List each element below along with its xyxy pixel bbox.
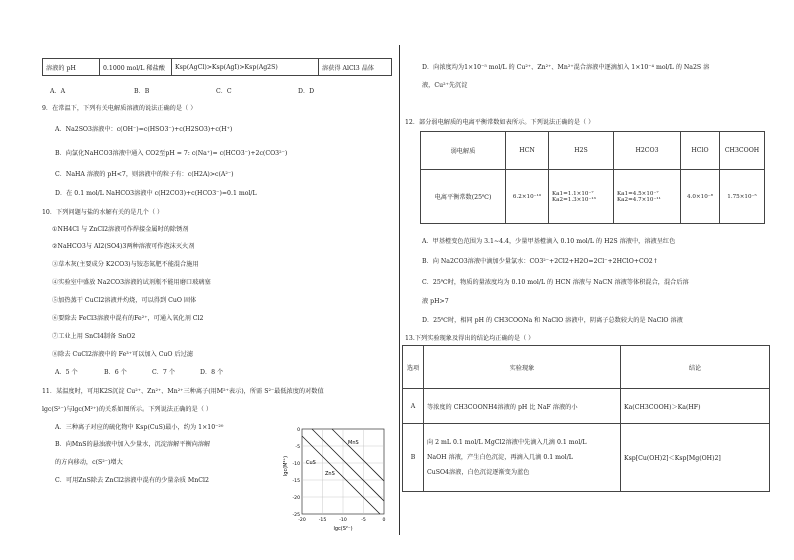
x-axis-label: lgc(S²⁻) [333,526,353,532]
mns-label: MnS [348,440,359,446]
grid [302,429,384,514]
option-b: B．6 个 [104,369,127,376]
option-b: B．B [134,88,150,95]
table-header: HClO [681,132,720,170]
tick-label: -20 [292,496,300,501]
table-cell: 0.1000 mol/L 稀盐酸 [100,59,172,76]
option-b: B．向 Na2CO3溶液中滴加少量氯水：CO3²⁻+2Cl2+H2O=2Cl⁻+2HClO+CO2↑ [422,258,658,265]
list-item: ⑤加热蒸干 CuCl2溶液并灼烧，可以得到 CuO 固体 [52,297,197,304]
option-d: 液，Cu²⁺先沉淀 [422,82,468,89]
option-a: A．Na2SO3溶液中：c(OH⁻)=c(HSO3⁻)+c(H2SO3)+c(H⁺) [55,126,233,133]
column-divider [399,45,400,535]
tick-label: -15 [318,518,327,523]
option-b: 的方向移动，c(S²⁻)增大 [55,459,123,466]
table-header: 弱电解质 [421,132,506,170]
list-item: ⑧除去 CuCl2溶液中的 Fe³⁺可以加入 CuO 后过滤 [52,351,194,358]
option-c: C．NaHA 溶液的 pH<7，则溶液中的粒子有：c(H2A)>c(A²⁻) [55,171,234,178]
ionization-table [420,131,765,224]
question-stem: 12．部分弱电解质的电离平衡常数如表所示。下列说法正确的是（ ） [405,119,595,126]
mns-line [332,429,384,481]
table-cell: Ka1=1.1×10⁻⁷ Ka2=1.3×10⁻¹³ [549,170,614,224]
tick-label: -10 [292,462,300,467]
list-item: ③草木灰(主要成分 K2CO3)与铵态氮肥不能混合施用 [52,261,199,268]
cus-label: CuS [306,460,316,466]
table-header: CH3COOH [720,132,765,170]
table-cell: Ka(CH3COOH)＞Ka(HF) [621,389,770,424]
tick-label: -5 [361,518,366,523]
option-a: A．甲基橙变色范围为 3.1~4.4，少量甲基橙滴入 0.10 mol/L 的 H2S 溶液中，溶液呈红色 [422,238,676,245]
y-ticks [292,427,300,518]
tick-label: -20 [298,518,306,523]
table-cell [424,424,621,492]
list-item: ①NH4Cl 与 ZnCl2溶液可作焊接金属时的除锈剂 [52,226,189,233]
option-b: B．向MnS的悬浊液中加入少量水，沉淀溶解平衡向溶解 [55,441,211,448]
tick-label: 0 [297,428,300,433]
option-a: A．三种离子对应的硫化物中 Ksp(CuS)最小，约为 1×10⁻²⁰ [55,424,224,431]
ksp-chart [282,424,394,532]
tick-label: -10 [339,518,347,523]
table-cell: Ksp(AgCl)>Ksp(AgI)>Ksp(Ag2S) [172,59,319,76]
y-axis-label: lgc(M²⁺) [283,455,289,477]
table-header: 选项 [403,346,424,389]
list-item: ⑥要除去 FeCl3溶液中混有的Fe²⁺，可通入氧化剂 Cl2 [52,315,204,322]
list-item: ④实验室中盛放 Na2CO3溶液的试剂瓶不能用磨口玻璃塞 [52,279,211,286]
option-c: C．可用ZnS除去 ZnCl2溶液中混有的少量杂质 MnCl2 [55,477,209,484]
question-stem: 10．下列问题与盐的水解有关的是几个（ ） [42,209,164,216]
row-label: 电离平衡常数(25℃) [421,170,506,224]
tick-label: -5 [295,445,300,450]
option-c: 液 pH>7 [422,298,449,305]
option-d: D．25℃时，相同 pH 的 CH3COONa 和 NaClO 溶液中，阴离子总数较大的是 NaClO 溶液 [422,317,683,324]
cell-line: 向 2 mL 0.1 mol/L MgCl2溶液中先滴入几滴 0.1 mol/L [427,439,587,446]
tick-label: 0 [382,518,386,523]
table-header: 结论 [621,346,770,389]
table-cell: A [403,389,424,424]
table-cell: 6.2×10⁻¹⁰ [506,170,549,224]
table-cell: 1.75×10⁻⁵ [720,170,765,224]
option-b: B．向氯化NaHCO3溶液中通入 CO2至pH = 7: c(Na⁺)= c(HCO3⁻)+2c(CO3²⁻) [55,150,288,157]
cell-line: NaOH 溶液，产生白色沉淀，再滴入几滴 0.1 mol/L [427,454,573,461]
option-d: D．8 个 [200,369,224,376]
list-item: ⑦工业上用 SnCl4制备 SnO2 [52,333,136,340]
table-cell: Ka1=4.5×10⁻⁷ Ka2=4.7×10⁻¹¹ [614,170,681,224]
cell-line: CuSO4溶液，白色沉淀逐渐变为蓝色 [427,469,530,476]
table-cell: 溶获得 AlCl3 晶体 [319,59,392,76]
question-stem: 11．某温度时，可用K2S沉淀 Cu²⁺、Zn²⁺、Mn²⁺三种离子(用M²⁺表示)，所需 S²⁻最低浓度的对数值 [42,388,324,395]
list-item: ②NaHCO3与 Al2(SO4)3两种溶液可作泡沫灭火剂 [52,243,195,250]
table-header: 实验现象 [424,346,621,389]
table-cell: 等浓度的 CH3COONH4溶液的 pH 比 NaF 溶液的小 [424,389,621,424]
table-cell: Ksp[Cu(OH)2]＜Ksp[Mg(OH)2] [621,424,770,492]
table-cell: 溶液的 pH [43,59,100,76]
zns-label: ZnS [325,471,335,477]
question-stem: 13.下列实验现象及得出的结论均正确的是（ ） [405,335,535,342]
table-cell: 4.0×10⁻⁸ [681,170,720,224]
q8-table-tail [42,58,392,76]
x-ticks [298,517,385,523]
option-c: C．C [216,88,232,95]
tick-label: -25 [292,513,300,518]
table-header: H2S [549,132,614,170]
question-stem: 9．在常温下，下列有关电解质溶液的说法正确的是（ ） [42,105,197,112]
question-stem: lgc(S²⁻)与lgc(M²⁺)的关系如图所示。下列说法正确的是（ ） [42,406,213,413]
option-d: D．D [298,88,315,95]
option-a: A．5 个 [55,369,78,376]
table-cell: B [403,424,424,492]
table-header: H2CO3 [614,132,681,170]
table-header: HCN [506,132,549,170]
option-d: D．向浓度均为1×10⁻⁵ mol/L 的 Cu²⁺、Zn²⁺、Mn²⁺混合溶液中逐滴加入 1×10⁻⁴ mol/L 的 Na2S 溶 [422,64,710,71]
option-c: C．7 个 [152,369,176,376]
option-c: C．25℃时，物质的量浓度均为 0.10 mol/L 的 HCN 溶液与 NaCN 溶液等体积混合，混合后溶 [422,279,689,286]
cus-line [302,436,380,514]
tick-label: -15 [292,479,300,484]
option-d: D．在 0.1 mol/L NaHCO3溶液中 c(H2CO3)+c(HCO3⁻)=0.1 mol/L [55,190,257,197]
experiment-table [402,345,770,492]
option-a: A．A [50,88,66,95]
